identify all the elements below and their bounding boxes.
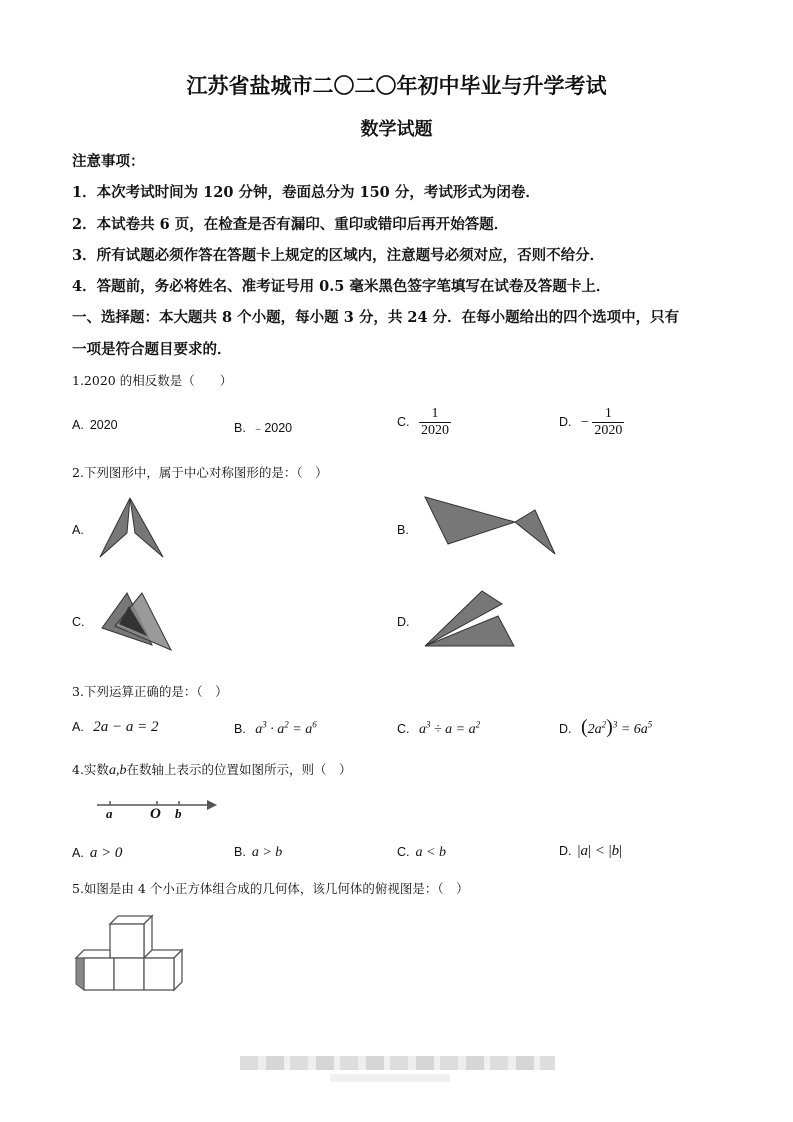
q2-stem: 2.下列图形中，属于中心对称图形的是：（ ） bbox=[72, 465, 328, 480]
q2-label-c: C. bbox=[72, 615, 85, 629]
q4-axis-label-a: a bbox=[106, 806, 113, 821]
q3-option-c: C. $a^3 \div a = a^2$ bbox=[397, 719, 481, 737]
q3-option-b: B. $a^3 \cdot a^2 = a^6$ bbox=[234, 719, 317, 737]
q1-option-a: A. 2020 bbox=[72, 418, 118, 432]
q5-stem: 5.如图是由 4 个小正方体组合成的几何体，该几何体的俯视图是：（ ） bbox=[72, 881, 469, 896]
q2-label-b: B. bbox=[397, 523, 409, 537]
q2-figure-d bbox=[420, 588, 520, 653]
section-line-1: 一、选择题：本大题共 8 个小题，每小题 3 分，共 24 分．在每小题给出的四个选项中，只有 bbox=[72, 309, 680, 326]
q1-stem: 1.2020 的相反数是（ ） bbox=[72, 373, 233, 388]
footer-watermark-sub bbox=[330, 1074, 450, 1082]
q3-option-d: D. $(2a^2)^3 = 6a^5$ bbox=[559, 716, 653, 738]
q4-axis-label-o: O bbox=[150, 806, 161, 822]
q4-option-a: A. a > 0 bbox=[72, 845, 123, 861]
notice-item-2: 2．本试卷共 6 页，在检查是否有漏印、重印或错印后再开始答题． bbox=[72, 216, 509, 233]
q1-option-c: C. $\frac{1}{2020}$ bbox=[397, 406, 449, 438]
q4-option-c: C. a < b bbox=[397, 845, 446, 860]
q5-cube-figure bbox=[72, 912, 187, 994]
page-title: 江苏省盐城市二〇二〇年初中毕业与升学考试 bbox=[186, 73, 607, 98]
q3-option-a: A. 2a − a = 2 bbox=[72, 719, 159, 735]
q2-figure-c bbox=[97, 588, 177, 653]
notice-item-4: 4．答题前，务必将姓名、准考证号用 0.5 毫米黑色签字笔填写在试卷及答题卡上． bbox=[72, 278, 611, 295]
q3-stem: 3.下列运算正确的是：（ ） bbox=[72, 684, 228, 699]
q4-option-d: D. |a| < |b| bbox=[559, 843, 623, 859]
q2-label-d: D. bbox=[397, 615, 410, 629]
q2-figure-b bbox=[420, 492, 560, 557]
notice-item-3: 3．所有试题必须作答在答题卡上规定的区域内，注意题号必须对应，否则不给分． bbox=[72, 247, 605, 264]
q1-option-b: B. ﹣2020 bbox=[234, 421, 293, 435]
section-line-2: 一项是符合题目要求的． bbox=[72, 341, 232, 358]
q4-axis-label-b: b bbox=[175, 806, 182, 821]
notice-heading: 注意事项： bbox=[72, 153, 145, 170]
page-subtitle: 数学试题 bbox=[360, 119, 433, 140]
q4-option-b: B. a > b bbox=[234, 845, 283, 860]
footer-watermark bbox=[240, 1056, 555, 1070]
q1-option-d: D. − $\frac{1}{2020}$ bbox=[559, 406, 623, 438]
q2-label-a: A. bbox=[72, 523, 84, 537]
notice-item-1: 1．本次考试时间为 120 分钟，卷面总分为 150 分，考试形式为闭卷． bbox=[72, 184, 540, 201]
q2-figure-a bbox=[95, 495, 170, 560]
q4-stem: 4.实数a,b在数轴上表示的位置如图所示，则（ ） bbox=[72, 762, 352, 778]
